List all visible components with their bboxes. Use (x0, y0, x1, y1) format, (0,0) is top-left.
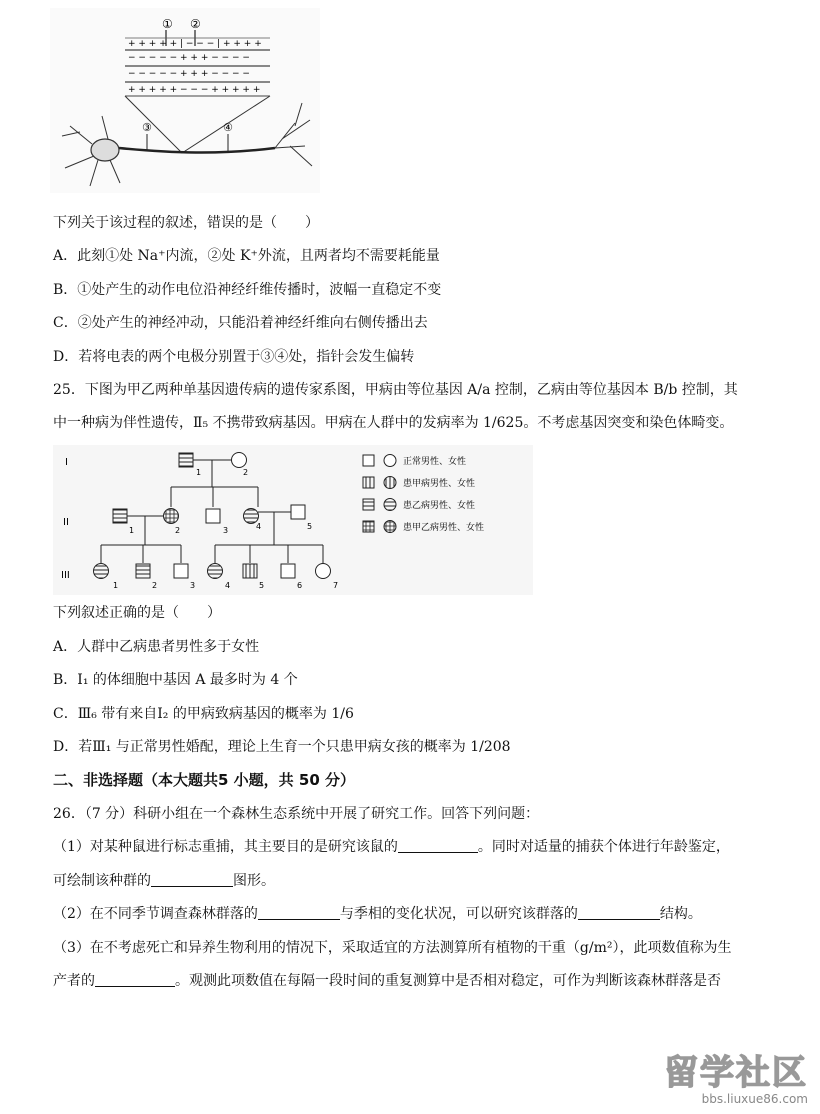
q25-option-d: D．若Ⅲ₁ 与正常男性婚配，理论上生育一个只患甲病女孩的概率为 1/208 (53, 739, 511, 755)
svg-text:7: 7 (333, 581, 339, 590)
legend-disease-b: 患乙病男性、女性 (403, 501, 476, 511)
legend-normal: 正常男性、女性 (403, 457, 467, 467)
svg-text:4: 4 (225, 581, 231, 590)
q25-option-b: B．Ⅰ₁ 的体细胞中基因 A 最多时为 4 个 (53, 672, 298, 688)
charge-row-4: + + + + + − − − + + + + + (128, 85, 261, 95)
svg-text:2: 2 (175, 526, 181, 535)
q24-option-d: D．若将电表的两个电极分别置于③④处，指针会发生偏转 (53, 349, 415, 365)
gen-label-ii: II (63, 517, 69, 528)
charge-row-1: + + + + + | − − − | + + + + (128, 39, 262, 49)
section-2-heading: 二、非选择题（本大题共5 小题，共 50 分） (53, 771, 355, 789)
neuron-figure (50, 8, 320, 193)
answer-blank-4[interactable] (578, 905, 660, 920)
answer-blank-2[interactable] (151, 872, 233, 887)
answer-blank-3[interactable] (258, 905, 340, 920)
q26-part3-line1: （3）在不考虑死亡和异养生物利用的情况下，采取适宜的方法测算所有植物的干重（g/m²），此项数值称为生 (53, 940, 732, 956)
watermark (664, 1054, 808, 1106)
charge-row-3: − − − − − + + + − − − − (128, 69, 250, 79)
svg-text:3: 3 (223, 526, 229, 535)
svg-text:4: 4 (256, 522, 262, 531)
mark-1: ① (162, 17, 173, 31)
svg-text:5: 5 (259, 581, 265, 590)
q26-part3-line2: 产者的 。观测此项数值在每隔一段时间的重复测算中是否相对稳定，可作为判断该森林群落是否 (53, 973, 721, 989)
svg-text:1: 1 (196, 468, 202, 477)
q25-stem-3: 下列叙述正确的是（ ） (53, 605, 221, 621)
q24-option-a: A．此刻①处 Na⁺内流，②处 K⁺外流，且两者均不需要耗能量 (53, 248, 440, 264)
gen-label-i: I (65, 457, 68, 468)
answer-blank-1[interactable] (398, 838, 478, 853)
watermark-logo: 留学社区 (664, 1053, 808, 1093)
svg-text:2: 2 (152, 581, 158, 590)
mark-3: ③ (142, 121, 152, 134)
legend-disease-a: 患甲病男性、女性 (403, 479, 476, 489)
mark-2: ② (190, 17, 201, 31)
watermark-url: bbs.liuxue86.com (701, 1092, 808, 1106)
q26-part1-line2: 可绘制该种群的 图形。 (53, 873, 275, 889)
q24-option-b: B．①处产生的动作电位沿神经纤维传播时，波幅一直稳定不变 (53, 282, 442, 298)
gen-label-iii: III (61, 570, 70, 581)
q26-stem: 26．（7 分）科研小组在一个森林生态系统中开展了研究工作。回答下列问题： (53, 806, 540, 822)
charge-row-2: − − − − − + + + − − − − (128, 53, 250, 63)
q25-stem-2: 中一种病为伴性遗传，Ⅱ₅ 不携带致病基因。甲病在人群中的发病率为 1/625。不考虑基因突变和染色体畸变。 (53, 415, 734, 431)
q24-stem: 下列关于该过程的叙述，错误的是（ ） (53, 215, 319, 231)
q25-option-a: A．人群中乙病患者男性多于女性 (53, 639, 260, 655)
svg-text:2: 2 (243, 468, 249, 477)
q24-option-c: C．②处产生的神经冲动，只能沿着神经纤维向右侧传播出去 (53, 315, 428, 331)
q25-option-c: C．Ⅲ₆ 带有来自Ⅰ₂ 的甲病致病基因的概率为 1/6 (53, 706, 354, 722)
svg-text:5: 5 (307, 522, 313, 531)
svg-text:1: 1 (129, 526, 135, 535)
q26-part1-line1: （1）对某种鼠进行标志重捕，其主要目的是研究该鼠的 。同时对适量的捕获个体进行年龄鉴定， (53, 839, 730, 855)
svg-text:1: 1 (113, 581, 119, 590)
legend-disease-ab: 患甲乙病男性、女性 (403, 523, 485, 533)
answer-blank-5[interactable] (95, 972, 175, 987)
q25-stem-1: 25．下图为甲乙两种单基因遗传病的遗传家系图，甲病由等位基因 A/a 控制，乙病由等位基因本 B/b 控制，其 (53, 382, 738, 398)
q26-part2: （2）在不同季节调查森林群落的 与季相的变化状况，可以研究该群落的 结构。 (53, 906, 702, 922)
svg-text:6: 6 (297, 581, 303, 590)
mark-4: ④ (223, 121, 233, 134)
svg-text:3: 3 (190, 581, 196, 590)
pedigree-figure (53, 445, 533, 595)
